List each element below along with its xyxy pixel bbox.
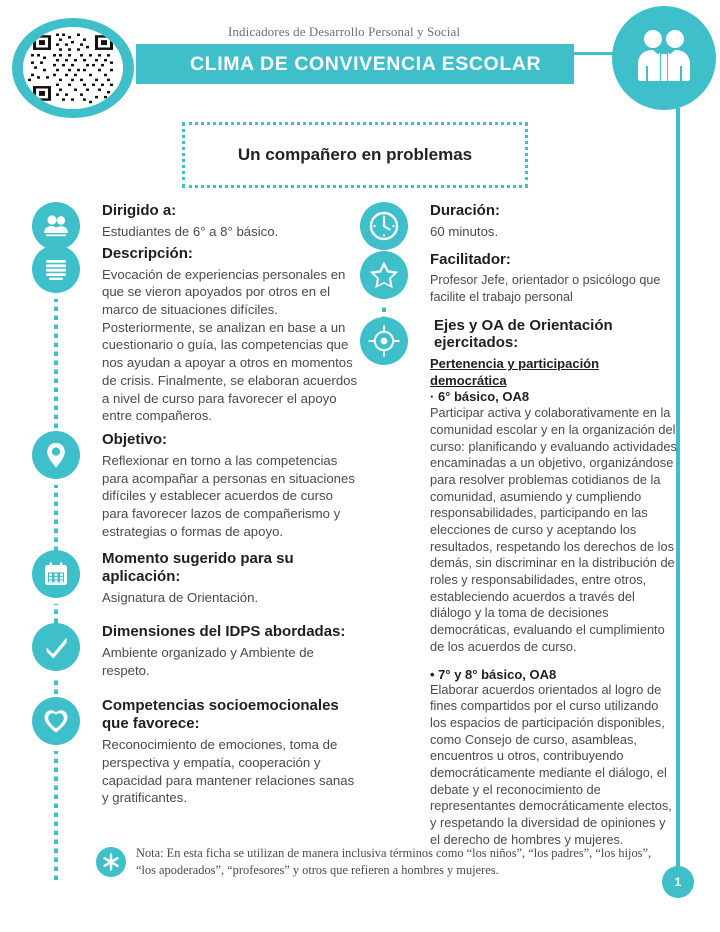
brand-subtitle: Indicadores de Desarrollo Personal y Social <box>228 24 461 39</box>
page-number-badge: 1 <box>662 866 694 898</box>
oa-text-1: Participar activa y colaborativamente en la comunidad escolar y en la organización del curso: planificando y evaluando actividades encaminadas a un objetivo, organizándose para resolver problemas cotidianos de la comunidad, asumiendo y cumpliendo responsabilidades, participando en las elecciones de curso y aceptando los resultados, respetando los derechos de los demás, sin discriminar en la distribución de roles y responsabilidades, entre otros, estableciendo acuerdos a través del diálogo y la toma de decisiones democráticas, evaluando el cumplimiento de los acuerdos de curso. <box>430 405 677 654</box>
page-header <box>0 0 720 120</box>
item-momento-sugerido <box>32 550 362 607</box>
two-people-icon <box>612 6 716 110</box>
map-pin-glyph <box>41 440 71 470</box>
qr-code-icon <box>12 18 134 118</box>
two-users-icon <box>32 202 80 250</box>
section-title-bar <box>136 44 574 84</box>
item-competencias-socioemocionales <box>32 697 362 807</box>
item-heading: Momento sugerido para su aplicación: <box>102 550 294 586</box>
item-body: Ambiente organizado y Ambiente de respeto. <box>102 645 314 678</box>
item-body: Profesor Jefe, orientador o psicólogo que facilite el trabajo personal <box>430 272 661 304</box>
check-icon <box>32 623 80 671</box>
section-title-text: CLIMA DE CONVIVENCIA ESCOLAR <box>190 52 542 75</box>
item-body: Estudiantes de 6° a 8° básico. <box>102 224 279 239</box>
item-heading: Dimensiones del IDPS abordadas: <box>102 623 346 640</box>
oa-text-2: Elaborar acuerdos orientados al logro de fines compartidos por el curso utilizando los espacios de participación disponibles, como Consejo de curso, asambleas, encuentros u otros, contribuyendo democráticamente mediante el diálogo, el debate y el reconocimiento de representantes democráticamente electos, y respetando la diversidad de opiniones y el derecho de hombres y mujeres. <box>430 681 672 847</box>
footer-note-text: Nota: En esta ficha se utilizan de manera inclusiva términos como “los niños”, “los padres”, “los hijos”, “los apoderados”, “profesores” y otros que refieren a hombres y mujeres. <box>136 846 652 877</box>
target-glyph <box>368 325 400 357</box>
sheet-title-box <box>182 122 528 188</box>
heart-glyph <box>41 706 71 736</box>
item-body: Asignatura de Orientación. <box>102 590 259 606</box>
item-heading: Dirigido a: <box>102 202 177 219</box>
item-body: Evocación de experiencias personales en que se vieron apoyados por otros en el marco de situaciones difíciles. Posteriormente, se analizan en base a un cuestionario o guía, las competencias que nos ayudan a apoyar a otros en momentos de crisis. Finalmente, se elaboran acuerdos a nivel de curso para favorecer el apoyo entre compañeros. <box>102 266 358 424</box>
oa-label-2: • 7° y 8° básico, OA8 <box>430 666 557 682</box>
item-ejes-oa <box>360 317 678 848</box>
connector-dots <box>54 299 58 431</box>
item-heading: Descripción: <box>102 244 193 262</box>
document-lines-icon <box>32 245 80 293</box>
connector-dots <box>54 751 58 883</box>
two-people-glyph <box>632 26 696 90</box>
item-descripcion <box>32 245 362 425</box>
item-duracion <box>360 202 678 241</box>
item-body: 60 minutos. <box>430 224 499 239</box>
star-glyph <box>368 259 400 291</box>
clock-icon <box>360 202 408 250</box>
ejes-axis-label <box>430 356 678 389</box>
right-column <box>360 200 678 854</box>
document-lines-glyph <box>41 254 71 284</box>
ejes-axis-label-text: Pertenencia y participación democrática <box>430 356 600 388</box>
item-heading: Facilitador: <box>430 250 511 268</box>
item-dimensiones-idps <box>32 623 362 679</box>
map-pin-icon <box>32 431 80 479</box>
item-heading: Competencias socioemocionales que favorece: <box>102 697 339 733</box>
check-glyph <box>41 632 71 662</box>
asterisk-icon <box>96 847 126 877</box>
calendar-glyph <box>41 559 71 589</box>
footer-note <box>96 845 656 878</box>
oa-label-1: · 6° básico, OA8 <box>430 388 530 404</box>
sheet-title-text: Un compañero en problemas <box>237 145 473 164</box>
heart-icon <box>32 697 80 745</box>
target-icon <box>360 317 408 365</box>
item-heading: Objetivo: <box>102 430 168 448</box>
item-objetivo <box>32 431 362 540</box>
item-body: Reconocimiento de emociones, toma de perspectiva y empatía, cooperación y capacidad para mantener relaciones sanas y gratificantes. <box>102 737 355 806</box>
two-users-glyph <box>41 211 71 241</box>
item-dirigido-a <box>32 202 362 241</box>
ejes-title: Ejes y OA de Orientación ejercitados: <box>434 317 613 352</box>
item-facilitador <box>360 251 678 306</box>
item-heading: Duración: <box>430 202 501 219</box>
calendar-icon <box>32 550 80 598</box>
left-column <box>32 200 362 813</box>
star-icon <box>360 251 408 299</box>
clock-glyph <box>368 210 400 242</box>
item-body: Reflexionar en torno a las competencias para acompañar a personas en situaciones difíciles y establecer acuerdos de curso para favorecer lazos de compañerismo y estrategias o formas de apoyo. <box>102 452 355 539</box>
qr-code-pattern <box>23 27 123 109</box>
asterisk-glyph <box>101 852 121 872</box>
